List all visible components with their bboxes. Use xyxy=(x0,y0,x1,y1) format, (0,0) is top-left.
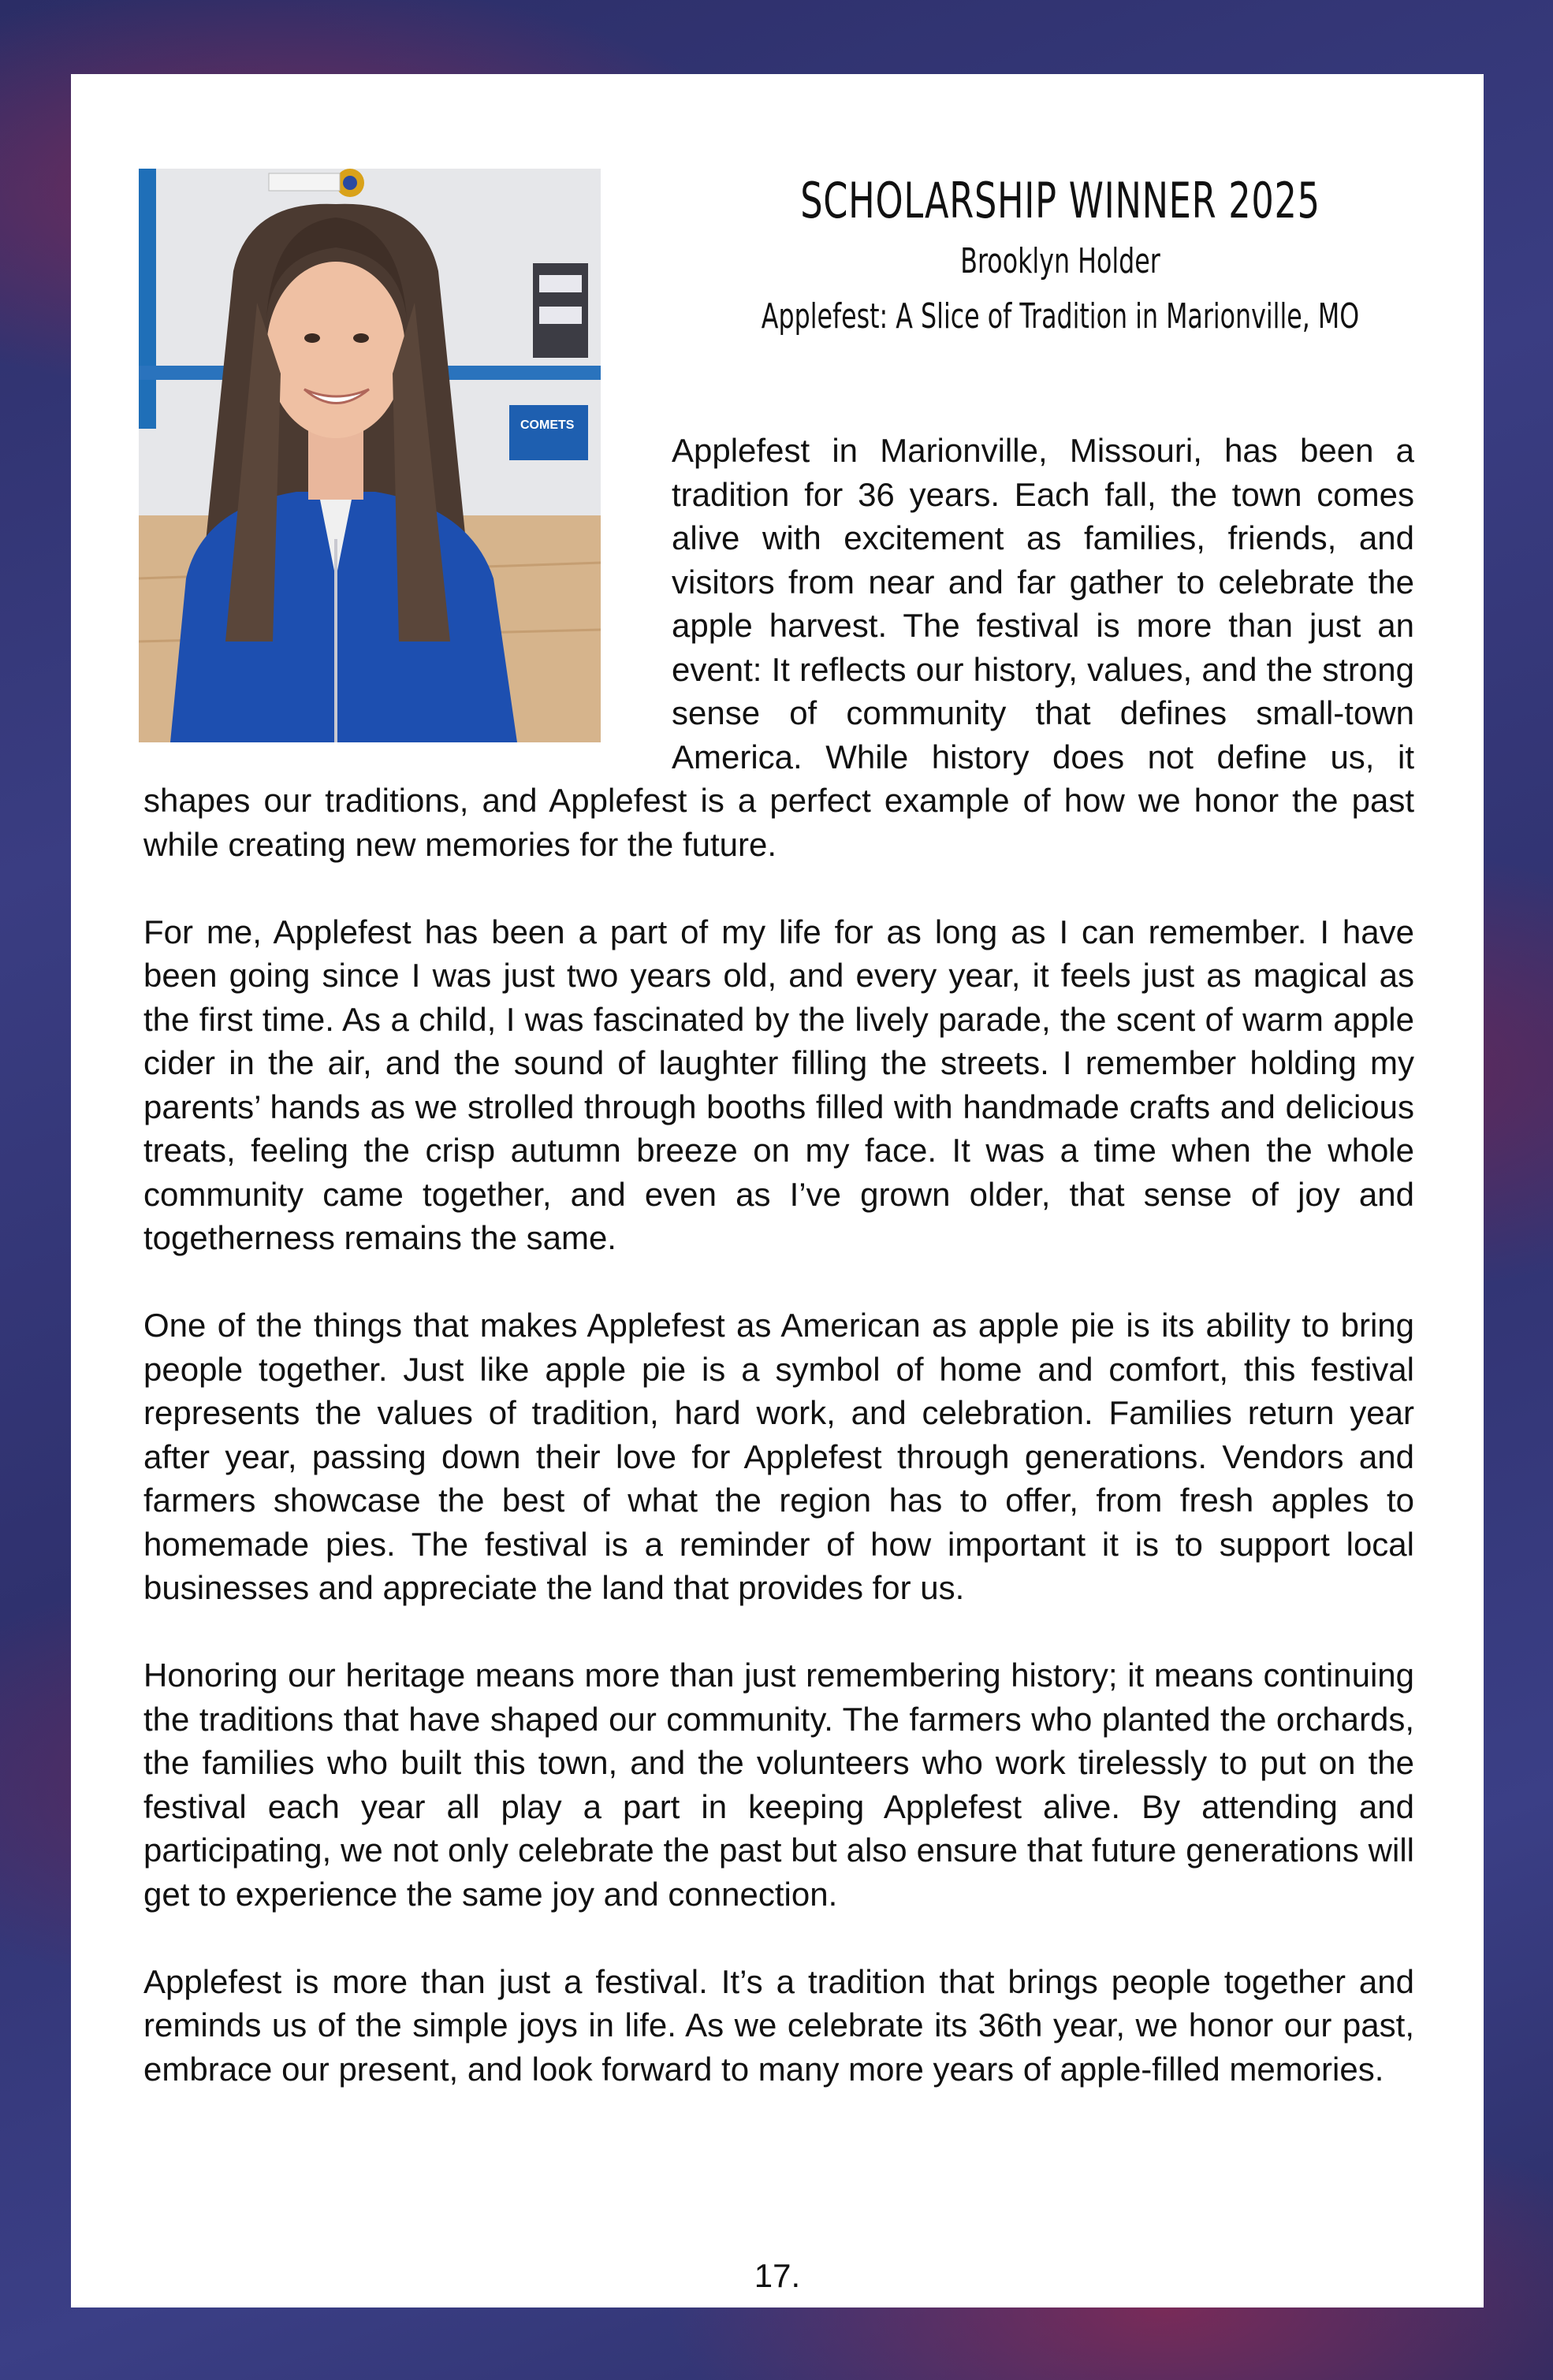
page-title: SCHOLARSHIP WINNER 2025 xyxy=(800,172,1320,229)
essay-title: Applefest: A Slice of Tradition in Marionville, MO xyxy=(761,296,1360,337)
essay-paragraph: Honoring our heritage means more than just remembering history; it means continuing the traditions that have shaped our community. The farmers who planted the orchards, the families who built this town, and the volunteers who work tirelessly to put on the festival each year all play a part in keeping Applefest alive. By attending and participating, we not only celebrate the past but also ensure that future generations will get to experience the same joy and connection. xyxy=(143,1657,1414,1913)
winner-name: Brooklyn Holder xyxy=(960,241,1160,281)
essay-paragraph: One of the things that makes Applefest as American as apple pie is its ability to bring people together. Just like apple pie is a symbol of home and comfort, this festival represents the values of tradition, hard work, and celebration. Families return year after year, passing down their love for Applefest through generations. Vendors and farmers showcase the best of what the region has to offer, from fresh apples to homemade pies. The festival is a reminder of how important it is to support local businesses and appreciate the land that provides for us. xyxy=(143,1307,1414,1606)
jersey-text: COMETS xyxy=(520,418,575,432)
document-page xyxy=(71,74,1484,2307)
essay-paragraph: Applefest in Marionville, Missouri, has been a tradition for 36 years. Each fall, the town comes alive with excitement as families, friends, and visitors from near and far gather to celebrate the apple harvest. The festival is more than just an event: It reflects our history, values, and the strong sense of community that defines small-town America. While history does not define us, it shapes our traditions, and Applefest is a perfect example of how we honor the past while creating new memories for the future. xyxy=(143,432,1414,863)
essay-body xyxy=(143,429,1414,2135)
essay-paragraph: Applefest is more than just a festival. It’s a tradition that brings people together and reminds us of the simple joys in life. As we celebrate its 36th year, we honor our past, embrace our present, and look forward to many more years of apple-filled memories. xyxy=(143,1962,1414,2088)
page-number: 17. xyxy=(754,2257,801,2294)
essay-paragraph: For me, Applefest has been a part of my life for as long as I can remember. I have been going since I was just two years old, and every year, it feels just as magical as the first time. As a child, I was fascinated by the lively parade, the scent of warm apple cider in the air, and the sound of laughter filling the streets. I remember holding my parents’ hands as we strolled through booths filled with handmade crafts and delicious treats, feeling the crisp autumn breeze on my face. It was a time when the whole community came together, and even as I’ve grown older, that sense of joy and togetherness remains the same. xyxy=(143,913,1414,1256)
photo-wrap-spacer xyxy=(143,429,672,779)
